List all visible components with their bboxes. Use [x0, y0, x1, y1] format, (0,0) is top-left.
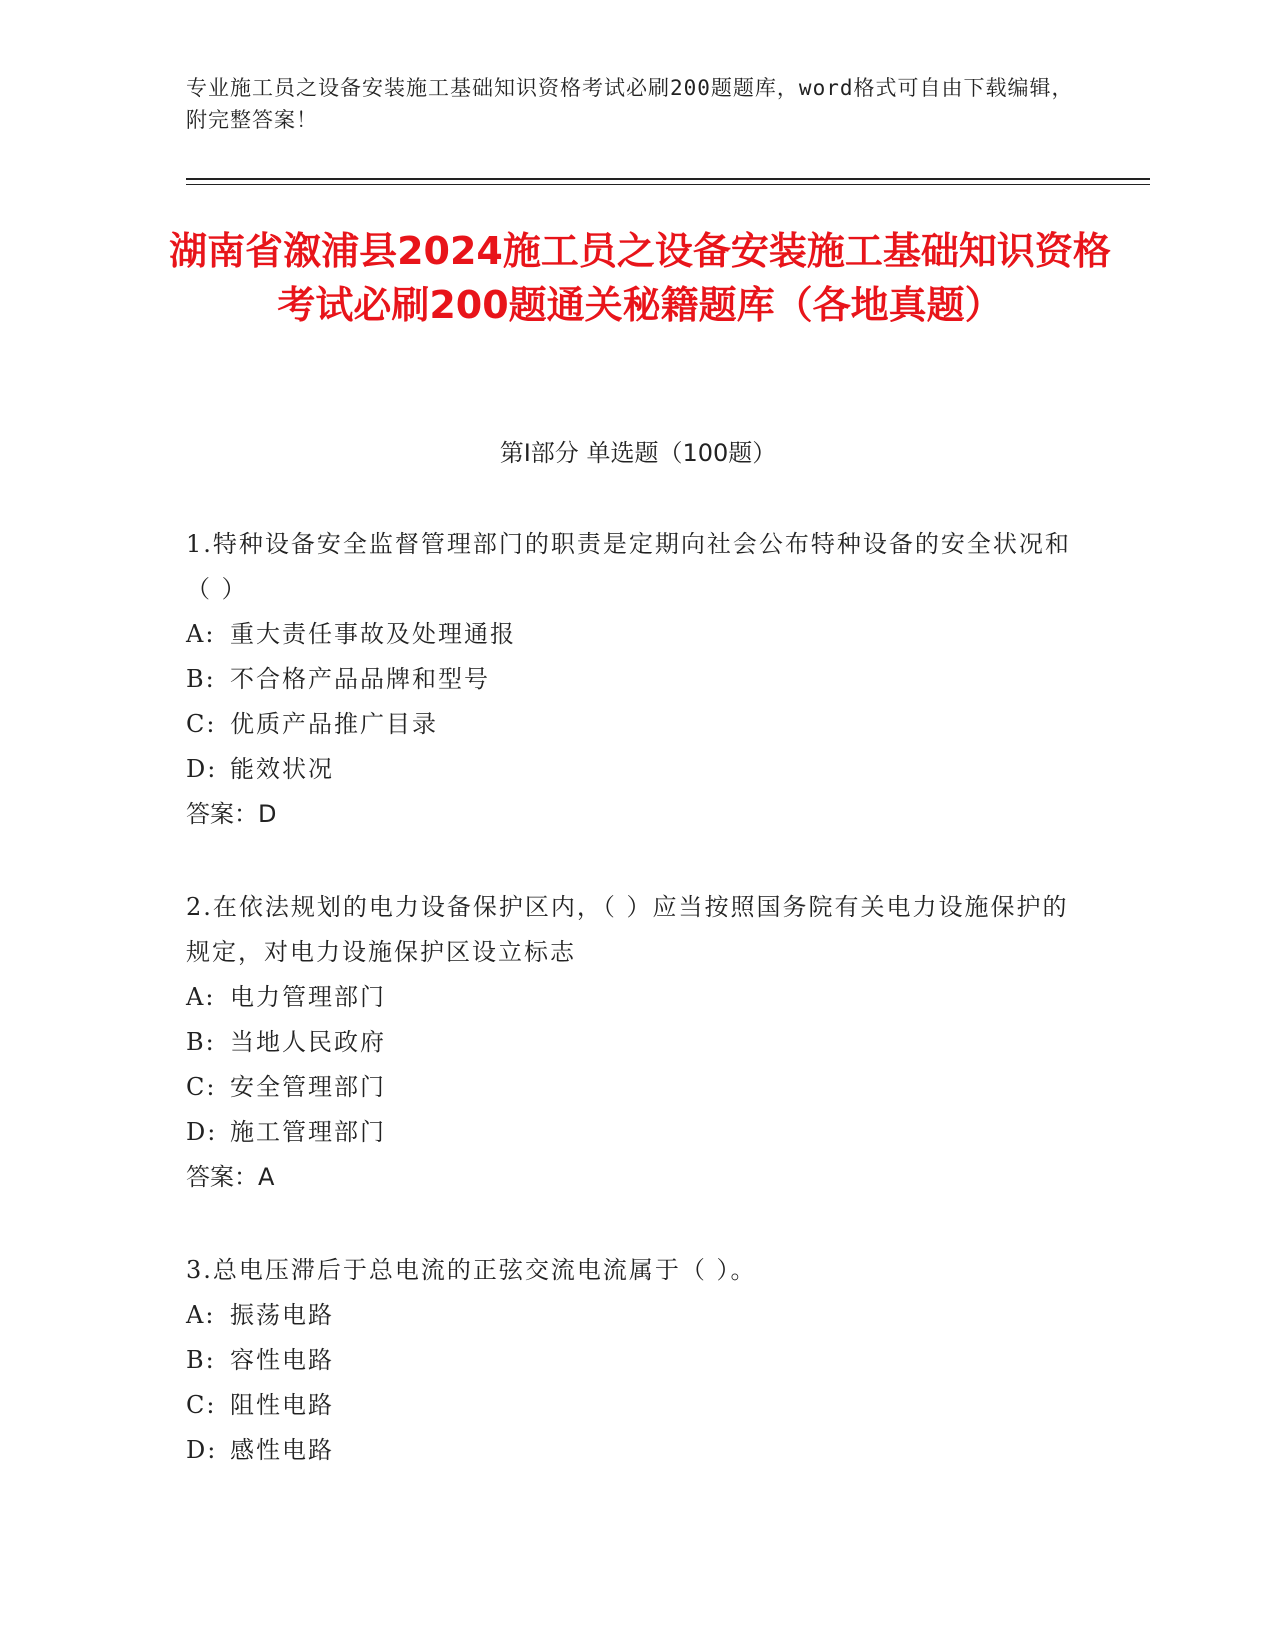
option-key: B: — [186, 1028, 216, 1056]
option-text: 安全管理部门 — [230, 1073, 386, 1101]
option-text: 电力管理部门 — [230, 983, 386, 1011]
option-key: D: — [186, 755, 218, 783]
document-title: 湖南省溆浦县2024施工员之设备安装施工基础知识资格考试必刷200题通关秘籍题库（各地真题） — [169, 229, 1111, 327]
option-text: 重大责任事故及处理通报 — [230, 620, 516, 648]
option-text: 振荡电路 — [230, 1301, 334, 1329]
option-text: 优质产品推广目录 — [230, 710, 438, 738]
option-key: A: — [186, 983, 216, 1011]
option-text: 容性电路 — [230, 1346, 334, 1374]
option-text: 施工管理部门 — [230, 1118, 386, 1146]
option-text: 不合格产品品牌和型号 — [230, 665, 490, 693]
option-b — [186, 1338, 1076, 1383]
option-key: A: — [186, 1301, 216, 1329]
section-heading: 第I部分 单选题（100题） — [499, 439, 777, 467]
option-c — [186, 1383, 1076, 1428]
option-key: C: — [186, 1073, 217, 1101]
option-text: 感性电路 — [230, 1436, 334, 1464]
answer-line: 答案：D — [186, 800, 277, 828]
question-block — [186, 522, 1076, 837]
question-stem: 2.在依法规划的电力设备保护区内，（ ）应当按照国务院有关电力设施保护的规定，对电力设施保护区设立标志 — [186, 893, 1069, 966]
option-b — [186, 657, 1076, 702]
option-a — [186, 612, 1076, 657]
question-block — [186, 885, 1076, 1200]
option-key: C: — [186, 1391, 217, 1419]
option-a — [186, 975, 1076, 1020]
option-key: D: — [186, 1436, 218, 1464]
header-divider-thin — [186, 184, 1150, 185]
option-d — [186, 1110, 1076, 1155]
option-c — [186, 702, 1076, 747]
header-divider-thick — [186, 178, 1150, 180]
option-d — [186, 747, 1076, 792]
option-a — [186, 1293, 1076, 1338]
option-text: 当地人民政府 — [230, 1028, 386, 1056]
option-d — [186, 1428, 1076, 1473]
option-b — [186, 1020, 1076, 1065]
option-key: B: — [186, 1346, 216, 1374]
option-text: 能效状况 — [230, 755, 334, 783]
question-block — [186, 1248, 1076, 1473]
option-key: D: — [186, 1118, 218, 1146]
answer-line: 答案：A — [186, 1163, 275, 1191]
option-text: 阻性电路 — [230, 1391, 334, 1419]
header-note: 专业施工员之设备安装施工基础知识资格考试必刷200题题库，word格式可自由下载编辑，附完整答案！ — [186, 76, 1074, 132]
option-key: C: — [186, 710, 217, 738]
question-stem: 1.特种设备安全监督管理部门的职责是定期向社会公布特种设备的安全状况和（ ） — [186, 530, 1071, 603]
option-key: B: — [186, 665, 216, 693]
option-key: A: — [186, 620, 216, 648]
question-stem: 3.总电压滞后于总电流的正弦交流电流属于（ ）。 — [186, 1256, 757, 1284]
option-c — [186, 1065, 1076, 1110]
